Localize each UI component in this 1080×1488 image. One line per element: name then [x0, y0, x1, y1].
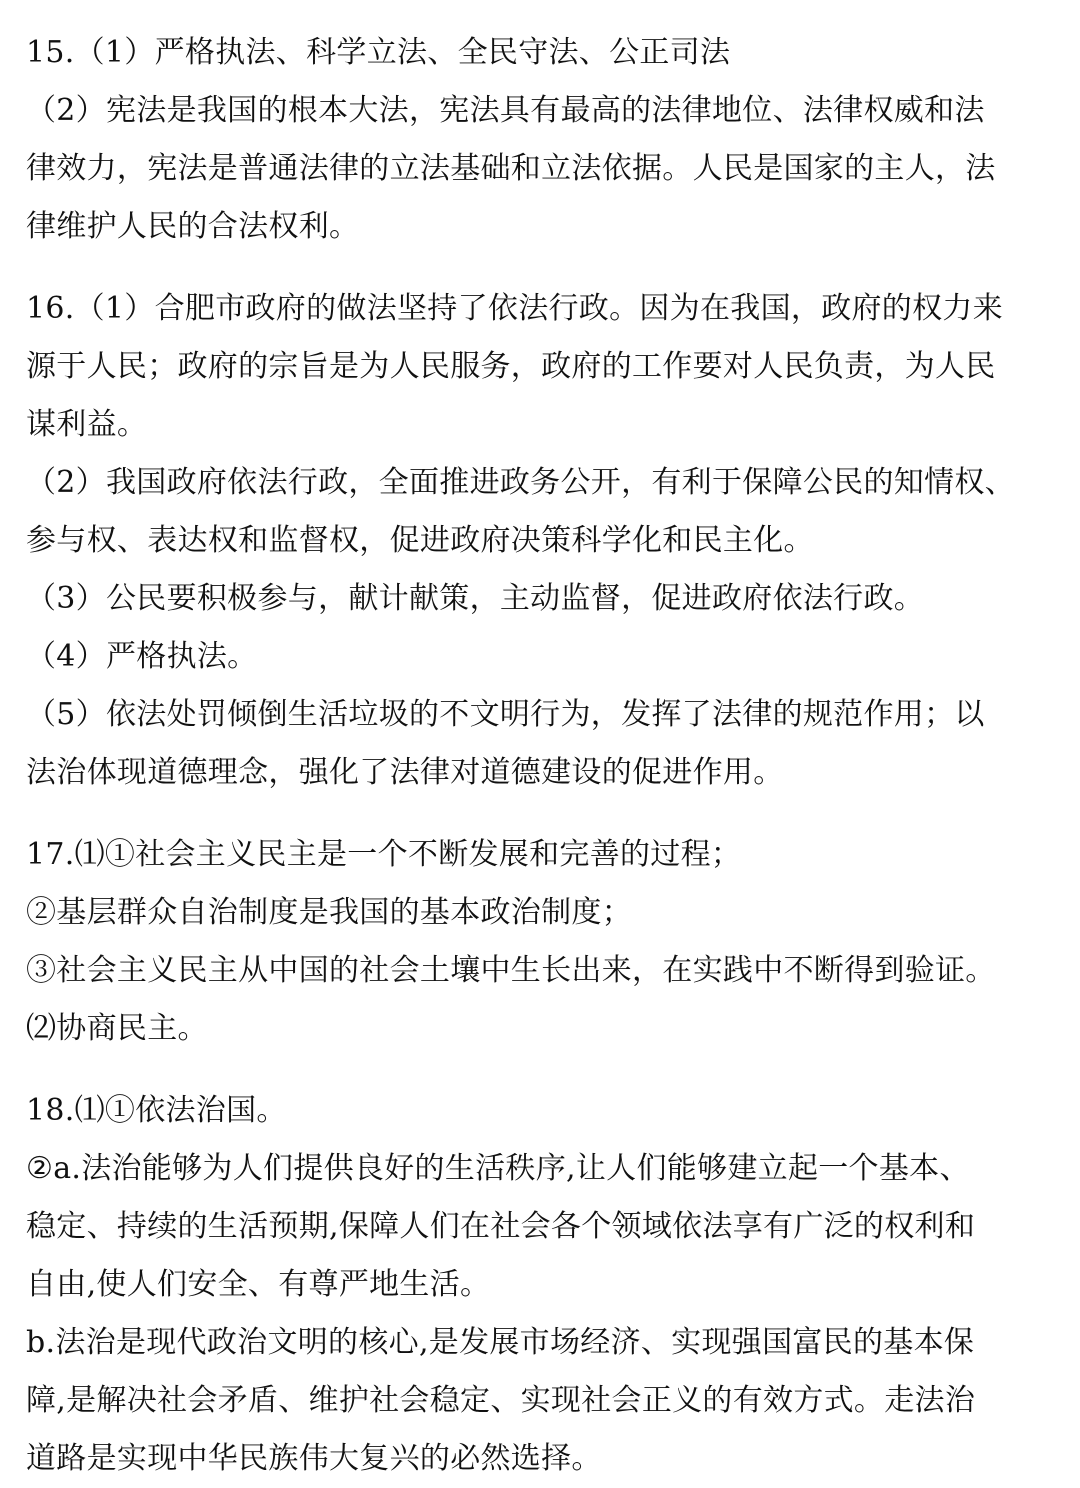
- answer-line: 参与权、表达权和监督权，促进政府决策科学化和民主化。: [26, 523, 814, 558]
- answer-15: [26, 24, 1060, 256]
- answer-line: ⑵协商民主。: [26, 1011, 208, 1046]
- answer-line: 道路是实现中华民族伟大复兴的必然选择。: [26, 1441, 602, 1476]
- answer-line: 源于人民；政府的宗旨是为人民服务，政府的工作要对人民负责，为人民: [26, 349, 996, 384]
- answer-line: 法治体现道德理念，强化了法律对道德建设的促进作用。: [26, 755, 784, 790]
- answer-17: [26, 826, 1060, 1058]
- answer-line: （2）我国政府依法行政，全面推进政务公开，有利于保障公民的知情权、: [26, 465, 1015, 500]
- answer-line: ②a.法治能够为人们提供良好的生活秩序,让人们能够建立起一个基本、: [26, 1151, 970, 1186]
- answer-line: 自由,使人们安全、有尊严地生活。: [26, 1267, 491, 1302]
- answer-line: ②基层群众自治制度是我国的基本政治制度；: [26, 895, 632, 930]
- answer-line: （3）公民要积极参与，献计献策，主动监督，促进政府依法行政。: [26, 581, 925, 616]
- answer-16: [26, 280, 1060, 802]
- answer-line: ③社会主义民主从中国的社会土壤中生长出来，在实践中不断得到验证。: [26, 953, 996, 988]
- answer-line: （4）严格执法。: [26, 639, 258, 674]
- answer-line: 16.（1）合肥市政府的做法坚持了依法行政。因为在我国，政府的权力来: [26, 291, 1003, 326]
- answer-18: [26, 1082, 1060, 1488]
- answer-line: （2）宪法是我国的根本大法，宪法具有最高的法律地位、法律权威和法: [26, 93, 985, 128]
- answer-line: 17.⑴①社会主义民主是一个不断发展和完善的过程；: [26, 837, 742, 872]
- answer-line: 稳定、持续的生活预期,保障人们在社会各个领域依法享有广泛的权利和: [26, 1209, 976, 1244]
- answer-line: （5）依法处罚倾倒生活垃圾的不文明行为，发挥了法律的规范作用；以: [26, 697, 985, 732]
- answer-line: b.法治是现代政治文明的核心,是发展市场经济、实现强国富民的基本保: [26, 1325, 975, 1360]
- answer-line: 律效力，宪法是普通法律的立法基础和立法依据。人民是国家的主人，法: [26, 151, 996, 186]
- answer-line: 律维护人民的合法权利。: [26, 209, 360, 244]
- answer-line: 18.⑴①依法治国。: [26, 1093, 287, 1128]
- answer-line: 15.（1）严格执法、科学立法、全民守法、公正司法: [26, 35, 731, 70]
- answer-line: 谋利益。: [26, 407, 148, 442]
- answer-line: 障,是解决社会矛盾、维护社会稳定、实现社会正义的有效方式。走法治: [26, 1383, 976, 1418]
- answer-document: [26, 24, 1060, 1488]
